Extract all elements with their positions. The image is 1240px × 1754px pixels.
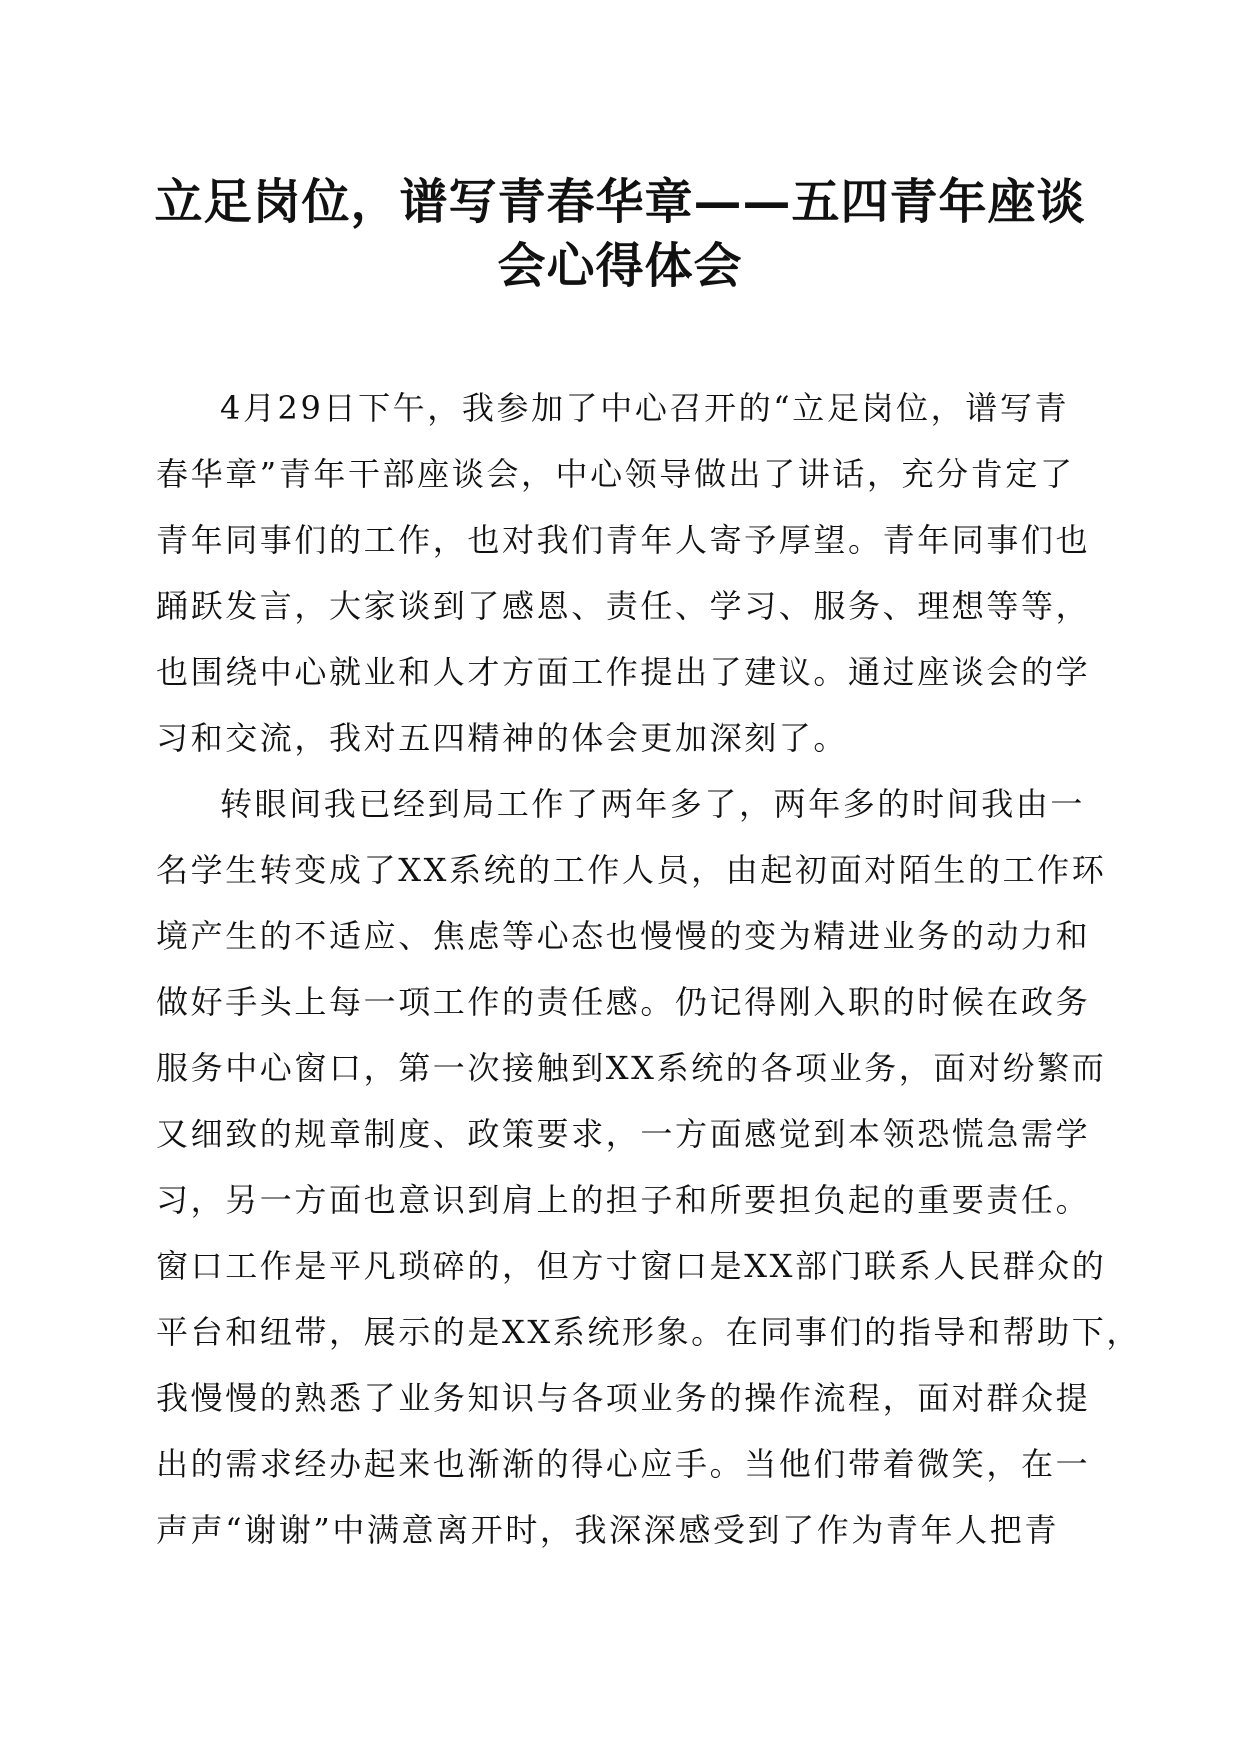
text-line: 平台和纽带，展示的是XX系统形象。在同事们的指导和帮助下， <box>156 1313 1141 1351</box>
text-line: 转眼间我已经到局工作了两年多了，两年多的时间我由一 <box>220 785 1086 823</box>
text-line: 声声“谢谢”中满意离开时，我深深感受到了作为青年人把青 <box>156 1511 1059 1549</box>
text-line: 青年同事们的工作，也对我们青年人寄予厚望。青年同事们也 <box>156 521 1091 559</box>
text-line: 做好手头上每一项工作的责任感。仍记得刚入职的时候在政务 <box>156 983 1091 1021</box>
title-line: 立足岗位，谱写青春华章——五四青年座谈 <box>154 174 1086 230</box>
text-line: 春华章”青年干部座谈会，中心领导做出了讲话，充分肯定了 <box>156 455 1075 493</box>
text-line: 名学生转变成了XX系统的工作人员，由起初面对陌生的工作环 <box>156 851 1107 889</box>
text-line: 窗口工作是平凡琐碎的，但方寸窗口是XX部门联系人民群众的 <box>156 1247 1107 1285</box>
paragraph-2 <box>156 771 1141 1563</box>
text-line: 服务中心窗口，第一次接触到XX系统的各项业务，面对纷繁而 <box>156 1049 1107 1087</box>
text-line: 境产生的不适应、焦虑等心态也慢慢的变为精进业务的动力和 <box>156 917 1091 955</box>
text-line: 出的需求经办起来也渐渐的得心应手。当他们带着微笑，在一 <box>156 1445 1091 1483</box>
title-line: 会心得体会 <box>497 238 743 294</box>
document-body <box>156 375 1141 1563</box>
text-line: 习和交流，我对五四精神的体会更加深刻了。 <box>156 719 849 757</box>
text-line: 也围绕中心就业和人才方面工作提出了建议。通过座谈会的学 <box>156 653 1091 691</box>
text-line: 习，另一方面也意识到肩上的担子和所要担负起的重要责任。 <box>156 1181 1091 1219</box>
paragraph-1 <box>156 375 1096 771</box>
text-line: 4月29日下午，我参加了中心召开的“立足岗位，谱写青 <box>220 389 1070 427</box>
text-line: 我慢慢的熟悉了业务知识与各项业务的操作流程，面对群众提 <box>156 1379 1091 1417</box>
text-line: 踊跃发言，大家谈到了感恩、责任、学习、服务、理想等等， <box>156 587 1091 625</box>
text-line: 又细致的规章制度、政策要求，一方面感觉到本领恐慌急需学 <box>156 1115 1091 1153</box>
document-title <box>150 170 1090 298</box>
